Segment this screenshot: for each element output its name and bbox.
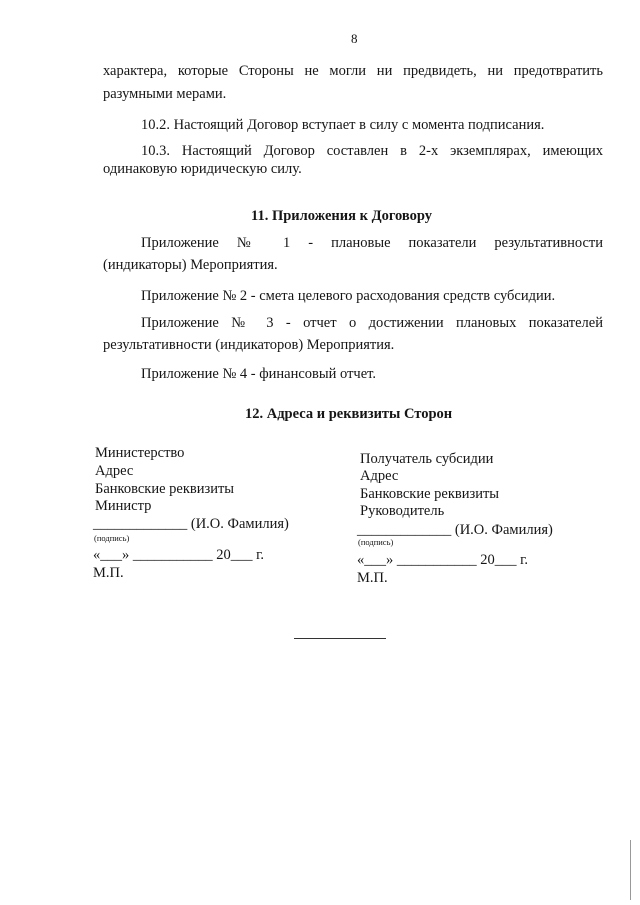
closing-separator-line: [294, 638, 386, 639]
party-left-stamp: М.П.: [93, 565, 124, 581]
party-right-org: Получатель субсидии: [360, 451, 494, 467]
page-number: 8: [351, 31, 358, 46]
party-right-stamp: М.П.: [357, 570, 388, 586]
party-left-org: Министерство: [95, 445, 185, 461]
attachment-1-line1: Приложение № 1 - плановые показатели результативности: [141, 235, 603, 251]
attachment-2: Приложение № 2 - смета целевого расходования средств субсидии.: [141, 288, 556, 304]
party-left-signature-caption: (подпись): [94, 533, 130, 543]
section12-heading: 12. Адреса и реквизиты Сторон: [245, 406, 453, 422]
party-right-bank: Банковские реквизиты: [360, 486, 500, 502]
party-right-role: Руководитель: [360, 503, 445, 519]
paragraph-10-3-line2: одинаковую юридическую силу.: [103, 161, 302, 177]
scan-artifact-edge: [630, 840, 631, 900]
section11-heading: 11. Приложения к Договору: [251, 208, 433, 224]
attachment-4: Приложение № 4 - финансовый отчет.: [141, 366, 377, 382]
party-right-address: Адрес: [360, 468, 399, 484]
section10-line1: характера, которые Стороны не могли ни предвидеть, ни предотвратить: [103, 63, 603, 79]
attachment-3-line2: результативности (индикаторов) Мероприятия.: [103, 337, 395, 353]
paragraph-10-2: 10.2. Настоящий Договор вступает в силу с момента подписания.: [141, 117, 545, 133]
party-right-date-line: «___» ___________ 20___ г.: [357, 552, 529, 568]
party-left-signature-line: _____________ (И.О. Фамилия): [93, 516, 289, 532]
party-left-role: Министр: [95, 498, 152, 514]
party-left-address: Адрес: [95, 463, 134, 479]
paragraph-10-3-line1: 10.3. Настоящий Договор составлен в 2-х экземплярах, имеющих: [141, 143, 603, 159]
party-left-date-line: «___» ___________ 20___ г.: [93, 547, 265, 563]
attachment-3-line1: Приложение № 3 - отчет о достижении плановых показателей: [141, 315, 603, 331]
section10-line2: разумными мерами.: [103, 86, 227, 102]
party-right-signature-caption: (подпись): [358, 537, 394, 547]
party-left-bank: Банковские реквизиты: [95, 481, 235, 497]
party-right-signature-line: _____________ (И.О. Фамилия): [357, 522, 553, 538]
attachment-1-line2: (индикаторы) Мероприятия.: [103, 257, 278, 273]
